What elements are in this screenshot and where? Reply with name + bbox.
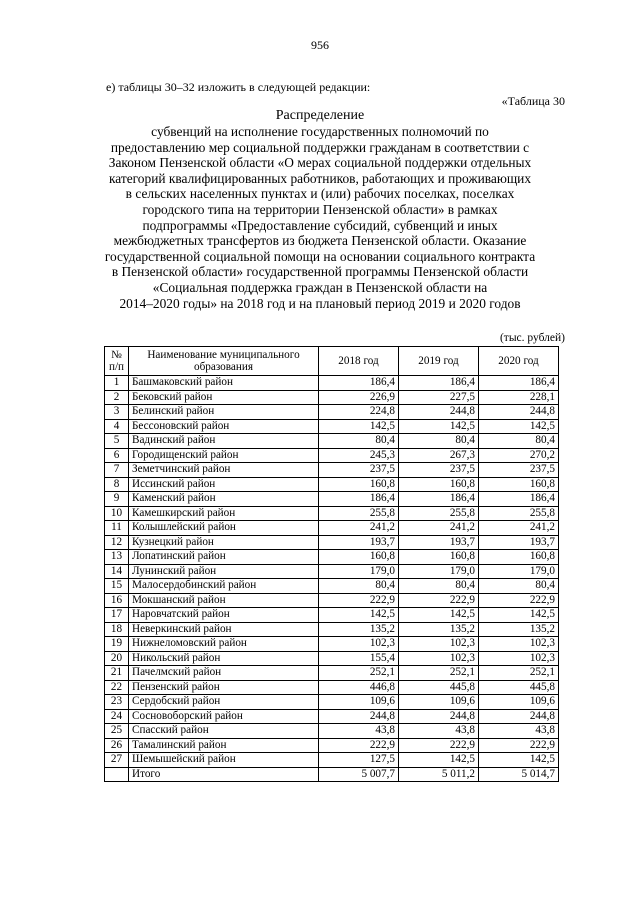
value-2020: 142,5 <box>479 753 559 768</box>
value-2018: 186,4 <box>319 492 399 507</box>
value-2018: 222,9 <box>319 593 399 608</box>
value-2020: 193,7 <box>479 535 559 550</box>
row-number: 27 <box>105 753 129 768</box>
value-2020: 255,8 <box>479 506 559 521</box>
row-number: 1 <box>105 376 129 391</box>
value-2018: 160,8 <box>319 550 399 565</box>
table-row <box>105 695 559 710</box>
table-row <box>105 666 559 681</box>
value-2019: 267,3 <box>399 448 479 463</box>
municipality-name: Камешкирский район <box>129 506 319 521</box>
header-2020: 2020 год <box>479 347 559 376</box>
table-row <box>105 434 559 449</box>
row-number: 21 <box>105 666 129 681</box>
row-number: 16 <box>105 593 129 608</box>
value-2020: 241,2 <box>479 521 559 536</box>
value-2020: 228,1 <box>479 390 559 405</box>
title-line: Законом Пензенской области «О мерах социальной поддержки отдельных <box>108 155 532 171</box>
row-number: 14 <box>105 564 129 579</box>
value-2019: 252,1 <box>399 666 479 681</box>
value-2018: 179,0 <box>319 564 399 579</box>
value-2020: 222,9 <box>479 738 559 753</box>
table-header-row <box>105 347 559 376</box>
row-number: 17 <box>105 608 129 623</box>
table-row <box>105 753 559 768</box>
row-number: 15 <box>105 579 129 594</box>
municipality-name: Белинский район <box>129 405 319 420</box>
row-number: 18 <box>105 622 129 637</box>
table-row <box>105 564 559 579</box>
row-number: 26 <box>105 738 129 753</box>
value-2019: 5 011,2 <box>399 767 479 782</box>
value-2020: 186,4 <box>479 376 559 391</box>
value-2018: 224,8 <box>319 405 399 420</box>
table-row <box>105 709 559 724</box>
municipality-name: Малосердобинский район <box>129 579 319 594</box>
municipality-name: Башмаковский район <box>129 376 319 391</box>
value-2019: 222,9 <box>399 593 479 608</box>
value-2018: 102,3 <box>319 637 399 652</box>
table-row <box>105 637 559 652</box>
table-row <box>105 376 559 391</box>
row-number: 23 <box>105 695 129 710</box>
header-2018: 2018 год <box>319 347 399 376</box>
value-2018: 193,7 <box>319 535 399 550</box>
value-2019: 102,3 <box>399 637 479 652</box>
value-2020: 222,9 <box>479 593 559 608</box>
value-2018: 43,8 <box>319 724 399 739</box>
municipality-name: Бековский район <box>129 390 319 405</box>
header-municipality: Наименование муниципального образования <box>129 347 319 376</box>
value-2018: 135,2 <box>319 622 399 637</box>
value-2019: 102,3 <box>399 651 479 666</box>
value-2020: 102,3 <box>479 651 559 666</box>
total-row <box>105 767 559 782</box>
municipality-name: Тамалинский район <box>129 738 319 753</box>
row-number: 25 <box>105 724 129 739</box>
table-row <box>105 680 559 695</box>
value-2019: 244,8 <box>399 405 479 420</box>
value-2018: 186,4 <box>319 376 399 391</box>
intro-line: е) таблицы 30–32 изложить в следующей редакции: <box>106 80 371 94</box>
value-2020: 142,5 <box>479 419 559 434</box>
value-2019: 186,4 <box>399 376 479 391</box>
title-line: государственной социальной помощи на основании социального контракта <box>104 248 536 264</box>
value-2019: 142,5 <box>399 419 479 434</box>
table-row <box>105 593 559 608</box>
value-2020: 270,2 <box>479 448 559 463</box>
row-number: 11 <box>105 521 129 536</box>
value-2019: 186,4 <box>399 492 479 507</box>
municipality-name: Земетчинский район <box>129 463 319 478</box>
value-2019: 222,9 <box>399 738 479 753</box>
municipality-name: Пензенский район <box>129 680 319 695</box>
value-2018: 109,6 <box>319 695 399 710</box>
value-2019: 142,5 <box>399 753 479 768</box>
table-row <box>105 738 559 753</box>
document-title-description <box>75 124 565 311</box>
title-line: подпрограммы «Предоставление субсидий, субвенций и иных <box>142 217 498 233</box>
title-line: 2014–2020 годы» на 2018 год и на плановый период 2019 и 2020 годов <box>119 295 521 311</box>
value-2020: 179,0 <box>479 564 559 579</box>
value-2019: 160,8 <box>399 477 479 492</box>
table-row <box>105 651 559 666</box>
value-2020: 142,5 <box>479 608 559 623</box>
municipality-name: Нижнеломовский район <box>129 637 319 652</box>
row-number <box>105 767 129 782</box>
table-row <box>105 448 559 463</box>
value-2019: 80,4 <box>399 434 479 449</box>
row-number: 9 <box>105 492 129 507</box>
value-2019: 142,5 <box>399 608 479 623</box>
row-number: 20 <box>105 651 129 666</box>
value-2019: 179,0 <box>399 564 479 579</box>
header-number: № п/п <box>105 347 129 376</box>
value-2019: 241,2 <box>399 521 479 536</box>
value-2020: 135,2 <box>479 622 559 637</box>
table-row <box>105 506 559 521</box>
title-line: категорий квалифицированных работников, работающих и проживающих <box>108 170 532 186</box>
value-2018: 244,8 <box>319 709 399 724</box>
municipality-name: Итого <box>129 767 319 782</box>
municipality-name: Иссинский район <box>129 477 319 492</box>
municipality-name: Неверкинский район <box>129 622 319 637</box>
row-number: 12 <box>105 535 129 550</box>
municipality-name: Шемышейский район <box>129 753 319 768</box>
value-2018: 5 007,7 <box>319 767 399 782</box>
value-2019: 160,8 <box>399 550 479 565</box>
title-line: предоставлению мер социальной поддержки гражданам в соответствии с <box>110 139 530 155</box>
row-number: 4 <box>105 419 129 434</box>
row-number: 3 <box>105 405 129 420</box>
municipality-name: Городищенский район <box>129 448 319 463</box>
table-body <box>105 376 559 782</box>
value-2020: 102,3 <box>479 637 559 652</box>
value-2020: 80,4 <box>479 579 559 594</box>
value-2018: 142,5 <box>319 419 399 434</box>
value-2018: 241,2 <box>319 521 399 536</box>
value-2018: 446,8 <box>319 680 399 695</box>
value-2018: 226,9 <box>319 390 399 405</box>
units-label: (тыс. рублей) <box>499 332 565 344</box>
table-row <box>105 521 559 536</box>
value-2020: 252,1 <box>479 666 559 681</box>
row-number: 6 <box>105 448 129 463</box>
value-2018: 142,5 <box>319 608 399 623</box>
value-2018: 80,4 <box>319 434 399 449</box>
municipality-name: Кузнецкий район <box>129 535 319 550</box>
municipality-name: Спасский район <box>129 724 319 739</box>
value-2020: 80,4 <box>479 434 559 449</box>
value-2020: 160,8 <box>479 477 559 492</box>
municipality-name: Наровчатский район <box>129 608 319 623</box>
row-number: 8 <box>105 477 129 492</box>
title-line: «Социальная поддержка граждан в Пензенской области на <box>152 279 488 295</box>
row-number: 2 <box>105 390 129 405</box>
value-2018: 160,8 <box>319 477 399 492</box>
value-2020: 244,8 <box>479 709 559 724</box>
title-line: субвенций на исполнение государственных полномочий по <box>151 124 489 139</box>
table-row <box>105 550 559 565</box>
value-2019: 255,8 <box>399 506 479 521</box>
municipality-name: Колышлейский район <box>129 521 319 536</box>
value-2019: 135,2 <box>399 622 479 637</box>
value-2018: 245,3 <box>319 448 399 463</box>
value-2019: 193,7 <box>399 535 479 550</box>
document-title: Распределение <box>275 108 365 123</box>
municipality-name: Пачелмский район <box>129 666 319 681</box>
table-row <box>105 390 559 405</box>
table-row <box>105 477 559 492</box>
row-number: 10 <box>105 506 129 521</box>
municipality-name: Лунинский район <box>129 564 319 579</box>
row-number: 13 <box>105 550 129 565</box>
value-2020: 445,8 <box>479 680 559 695</box>
title-line: городского типа на территории Пензенской области» в рамках <box>142 201 498 217</box>
row-number: 19 <box>105 637 129 652</box>
municipality-name: Никольский район <box>129 651 319 666</box>
value-2019: 43,8 <box>399 724 479 739</box>
value-2020: 109,6 <box>479 695 559 710</box>
value-2020: 160,8 <box>479 550 559 565</box>
municipality-name: Каменский район <box>129 492 319 507</box>
row-number: 24 <box>105 709 129 724</box>
value-2018: 155,4 <box>319 651 399 666</box>
municipality-name: Сосновоборский район <box>129 709 319 724</box>
table-row <box>105 492 559 507</box>
table-row <box>105 608 559 623</box>
table-reference: «Таблица 30 <box>501 94 565 108</box>
municipality-name: Бессоновский район <box>129 419 319 434</box>
value-2018: 80,4 <box>319 579 399 594</box>
row-number: 22 <box>105 680 129 695</box>
value-2018: 255,8 <box>319 506 399 521</box>
table-row <box>105 622 559 637</box>
value-2019: 244,8 <box>399 709 479 724</box>
title-line: в сельских населенных пунктах и (или) рабочих поселках, поселках <box>125 186 515 202</box>
value-2020: 237,5 <box>479 463 559 478</box>
value-2019: 237,5 <box>399 463 479 478</box>
value-2018: 127,5 <box>319 753 399 768</box>
title-line: в Пензенской области» государственной программы Пензенской области <box>111 264 529 280</box>
value-2020: 43,8 <box>479 724 559 739</box>
table-row <box>105 535 559 550</box>
subvention-table <box>104 346 559 782</box>
table-row <box>105 724 559 739</box>
value-2018: 222,9 <box>319 738 399 753</box>
value-2020: 244,8 <box>479 405 559 420</box>
value-2019: 227,5 <box>399 390 479 405</box>
table-row <box>105 579 559 594</box>
header-2019: 2019 год <box>399 347 479 376</box>
row-number: 7 <box>105 463 129 478</box>
page-number: 956 <box>311 38 329 52</box>
municipality-name: Мокшанский район <box>129 593 319 608</box>
value-2018: 252,1 <box>319 666 399 681</box>
table-row <box>105 463 559 478</box>
row-number: 5 <box>105 434 129 449</box>
value-2020: 5 014,7 <box>479 767 559 782</box>
table-row <box>105 419 559 434</box>
value-2020: 186,4 <box>479 492 559 507</box>
municipality-name: Сердобский район <box>129 695 319 710</box>
municipality-name: Лопатинский район <box>129 550 319 565</box>
title-line: межбюджетных трансфертов из бюджета Пензенской области. Оказание <box>113 233 527 249</box>
value-2019: 445,8 <box>399 680 479 695</box>
table-row <box>105 405 559 420</box>
value-2019: 109,6 <box>399 695 479 710</box>
municipality-name: Вадинский район <box>129 434 319 449</box>
value-2019: 80,4 <box>399 579 479 594</box>
value-2018: 237,5 <box>319 463 399 478</box>
